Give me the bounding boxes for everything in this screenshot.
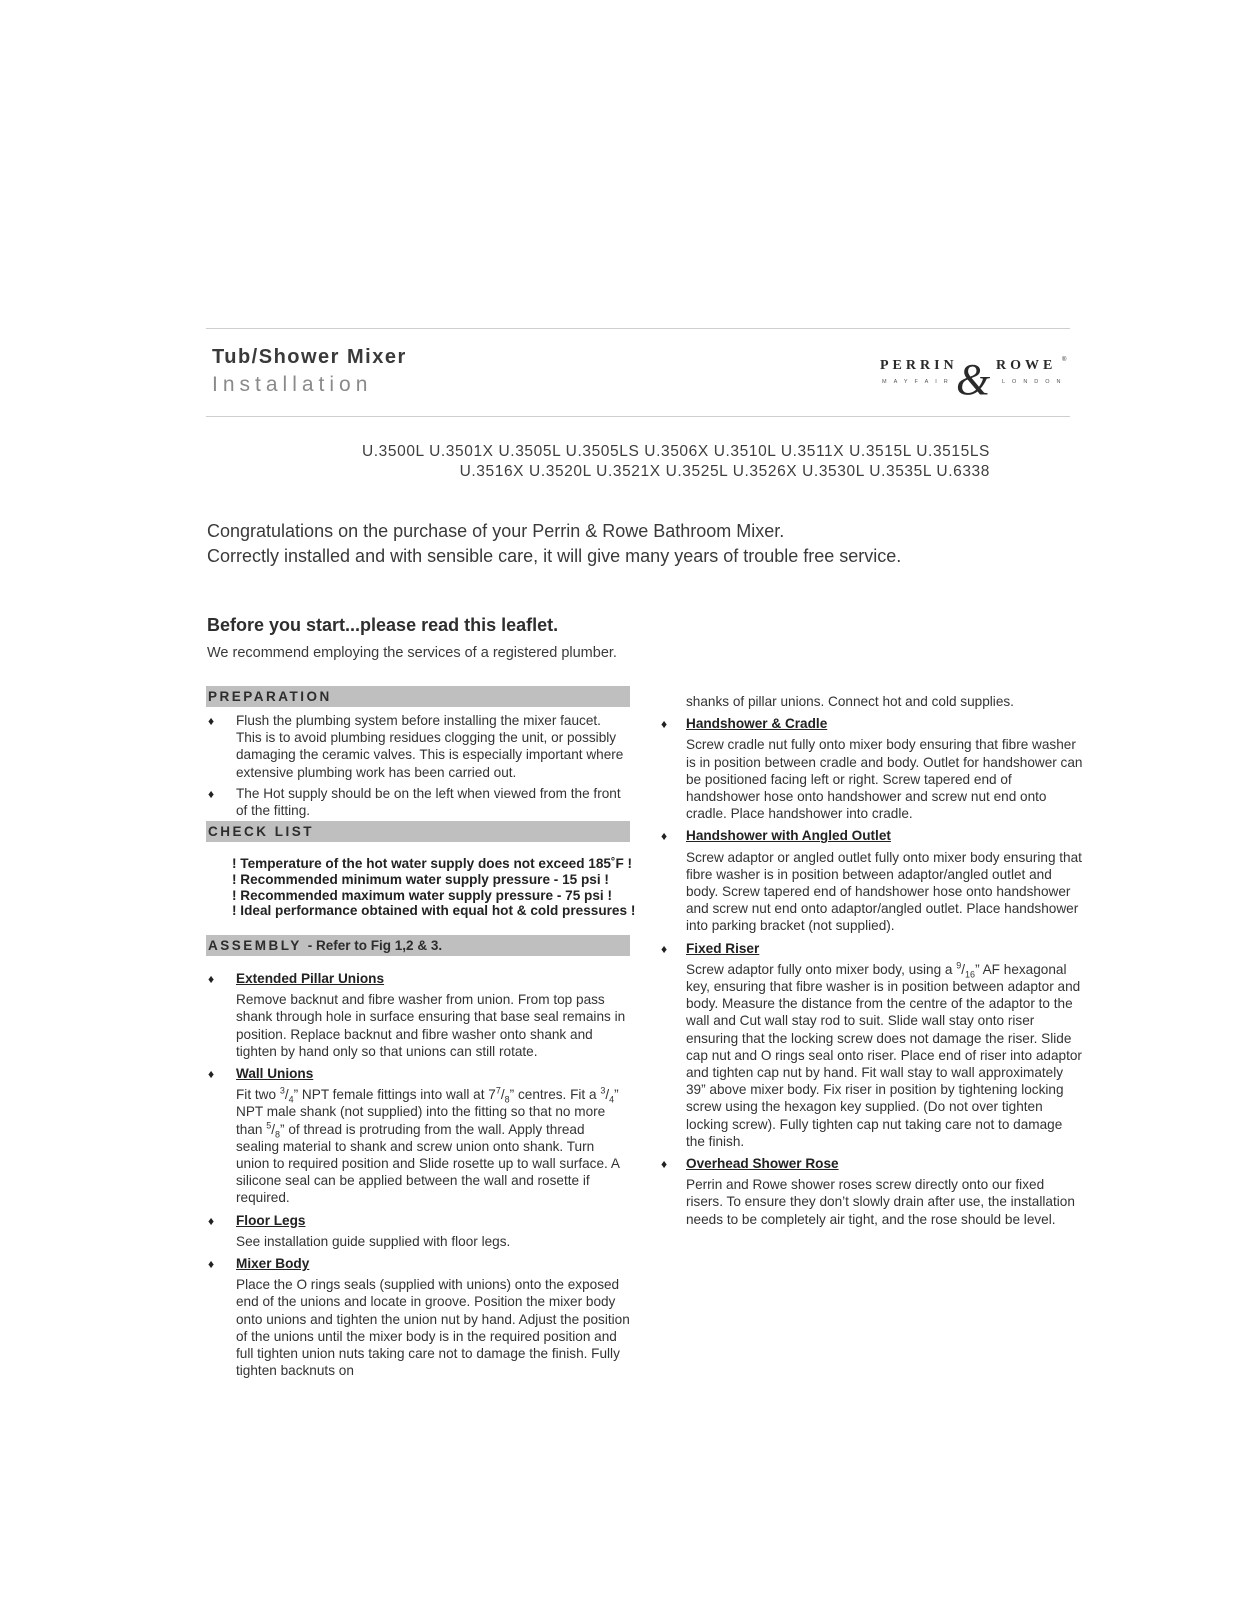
assembly-heading-label: ASSEMBLY [208,938,302,954]
bullet-icon: ♦ [661,829,668,844]
overhead-shower-rose-title: Overhead Shower Rose [686,1156,839,1172]
floor-legs-title: Floor Legs [236,1212,306,1228]
extended-pillar-unions-title: Extended Pillar Unions [236,971,385,987]
document-title: Tub/Shower Mixer [212,346,407,368]
logo-place-right: LONDON [1002,379,1068,385]
assembly-heading-reference: - Refer to Fig 1,2 & 3. [307,938,443,954]
checklist-item: ! Recommended minimum water supply pressure - 15 psi ! [232,871,609,887]
logo-registered-mark: ® [1062,357,1067,363]
handshower-cradle-item [663,715,1083,822]
model-numbers-line-2: U.3516X U.3520L U.3521X U.3525L U.3526X U.3530L U.3535L U.6338 [459,463,990,480]
perrin-rowe-logo [880,350,1070,406]
checklist-item: ! Recommended maximum water supply pressure - 75 psi ! [232,887,612,903]
intro-line-2: Correctly installed and with sensible care, it will give many years of trouble free service. [207,546,902,566]
bullet-icon: ♦ [208,1067,215,1082]
preparation-item-text: The Hot supply should be on the left when viewed from the front of the fitting. [236,785,621,819]
bullet-icon: ♦ [208,714,215,728]
handshower-angled-item [663,827,1083,934]
mixer-body-title: Mixer Body [236,1256,310,1272]
wall-unions-text: Fit two $^3/_4$” NPT female fittings into wall at $7^7/_8$” centres. Fit a $^3/_4$” NPT male shank (not supplied) into the fitting so that no more than $^5/_8$” of thread is protruding from the wall. Apply thread sealing material to shank and screw union onto shank. Turn union to required position and Slide rosette up to wall surface. A silicone seal can be applied between the wall and rosette if required. [236,1085,620,1206]
bullet-icon: ♦ [208,786,215,801]
intro-line-1: Congratulations on the purchase of your Perrin & Rowe Bathroom Mixer. [207,521,785,541]
extended-pillar-unions-text: Remove backnut and fibre washer from union. From top pass shank through hole in surface ensuring that base seal remains in position. Replace backnut and fibre washer onto shank and tighten by hand only so that unions can still rotate. [236,992,626,1059]
header-divider [206,416,1070,417]
top-divider [206,328,1070,329]
model-numbers [200,442,990,482]
fraction: $^3/_4$ [600,1085,615,1105]
logo-name-left: PERRIN [880,358,958,373]
mixer-body-item [206,1255,630,1379]
model-numbers-line-1: U.3500L U.3501X U.3505L U.3505LS U.3506X U.3510L U.3511X U.3515L U.3515LS [361,443,990,460]
checklist-heading: CHECK LIST [206,821,630,842]
fixed-riser-item [663,940,1083,1150]
preparation-item [206,712,630,781]
fraction: $^5/_8$ [266,1120,281,1140]
handshower-angled-title: Handshower with Angled Outlet [686,828,891,844]
assembly-heading [206,935,630,956]
handshower-cradle-text: Screw cradle nut fully onto mixer body ensuring that fibre washer is in position between cradle and body. Outlet for handshower can be positioned facing left or right. Screw tapered end of handshower hose onto handshower and screw nut end onto cradle. Place handshower into cradle. [686,737,1083,822]
bullet-icon: ♦ [208,1257,215,1272]
checklist-item: ! Temperature of the hot water supply does not exceed 185˚F ! [232,856,633,872]
logo-ampersand: & [956,355,991,404]
left-column [206,686,636,1380]
floor-legs-text: See installation guide supplied with floor legs. [236,1233,511,1249]
document-subtitle: Installation [212,373,373,396]
logo-name-right: ROWE [996,358,1057,373]
preparation-item-text: Flush the plumbing system before installing the mixer faucet. This is to avoid plumbing residues clogging the unit, or possibly damaging the ceramic valves. This is especially important where extensive plumbing work has been carried out. [236,713,624,780]
mixer-body-continuation: shanks of pillar unions. Connect hot and cold supplies. [686,694,1014,709]
handshower-angled-text: Screw adaptor or angled outlet fully onto mixer body ensuring that fibre washer is in position between adaptor/angled outlet and body. Screw tapered end of handshower hose onto handshower and screw nut end onto adaptor/angled outlet. Place handshower into parking bracket (not supplied). [686,849,1082,934]
bullet-icon: ♦ [208,972,215,987]
wall-unions-title: Wall Unions [236,1066,314,1082]
handshower-cradle-title: Handshower & Cradle [686,716,828,732]
checklist-items [206,856,636,919]
bullet-icon: ♦ [661,1157,668,1172]
wall-unions-item [206,1065,630,1207]
extended-pillar-unions-item [206,970,630,1060]
checklist-item: ! Ideal performance obtained with equal hot & cold pressures ! [232,903,636,919]
fraction: $^3/_4$ [279,1085,294,1105]
overhead-shower-rose-item [663,1155,1083,1228]
bullet-icon: ♦ [208,1213,215,1228]
preparation-item [206,785,630,819]
fixed-riser-text: Screw adaptor fully onto mixer body, using a $^9/_{16}$” AF hexagonal key, ensuring that fibre washer is in position between adaptor and body. Measure the distance from the centre of the adaptor to the wall and Cut wall stay rod to suit. Slide wall stay onto riser ensuring that the locking screw does not damage the riser. Slide cap nut and O rings seal onto riser. Place end of riser into adaptor and tighten cap nut by hand. Fit wall stay to wall approximately 39” above mixer body. Fix riser in position by tightening locking screw using the hexagon key supplied. (Do not over tighten locking screw). Fully tighten cap nut taking care not to damage the finish. [686,960,1082,1149]
fixed-riser-title: Fixed Riser [686,940,760,956]
floor-legs-item [206,1212,630,1250]
bullet-icon: ♦ [661,717,668,732]
fraction: $^9/_{16}$ [956,960,976,980]
logo-place-left: MAYFAIR [882,379,955,385]
before-heading: Before you start...please read this leaflet. [207,615,559,635]
right-column [663,693,1083,1228]
preparation-heading: PREPARATION [206,686,630,707]
fraction: $^7/_8$ [495,1085,510,1105]
overhead-shower-rose-text: Perrin and Rowe shower roses screw directly onto our fixed risers. To ensure they don’t slowly drain after use, the installation needs to be completely air tight, and the rose should be level. [686,1177,1075,1227]
intro-text [207,519,901,569]
mixer-body-text: Place the O rings seals (supplied with unions) onto the exposed end of the unions and locate in groove. Position the mixer body onto unions and tighten the union nut by hand. Adjust the position of the unions until the mixer body is in the required position and full tighten union nuts taking care not to damage the finish. Fully tighten backnuts on [236,1277,630,1379]
bullet-icon: ♦ [661,941,668,956]
before-text: We recommend employing the services of a registered plumber. [207,645,617,661]
